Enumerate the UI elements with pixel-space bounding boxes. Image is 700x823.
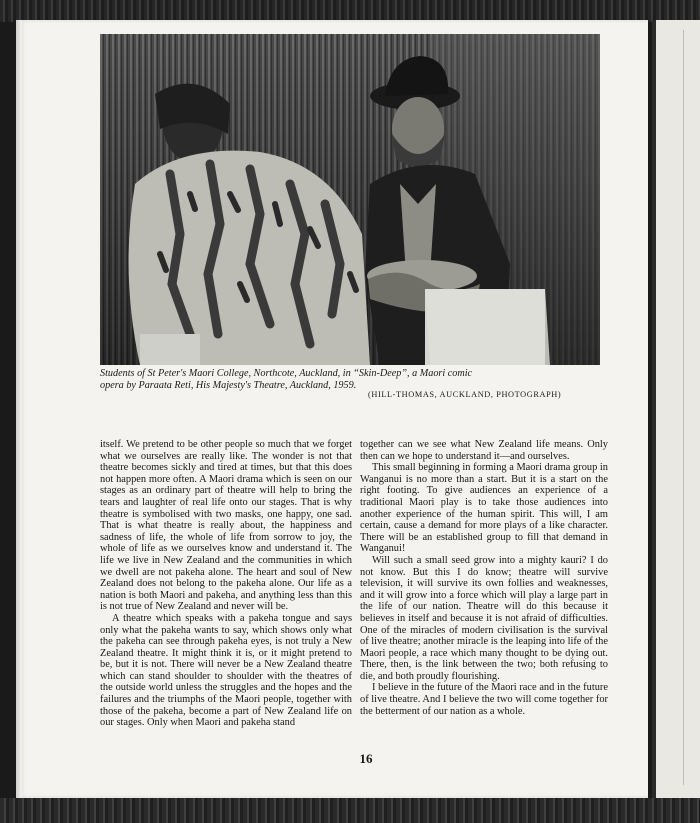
- scan-border-top: [0, 0, 700, 22]
- stage-photograph: [100, 34, 600, 365]
- paragraph: together can we see what New Zealand life means. Only then can we hope to understand it—and ourselves.: [360, 439, 608, 462]
- paragraph: I believe in the future of the Maori race and in the future of live theatre. And I believe the two will come together for the betterment of our nation as a whole.: [360, 682, 608, 717]
- scan-border-bottom: [0, 798, 700, 823]
- photograph-icon: [100, 34, 600, 365]
- page-content: [16, 20, 648, 798]
- text-column-right: [360, 439, 608, 717]
- photo-caption: [100, 368, 580, 392]
- paragraph: A theatre which speaks with a pakeha tongue and says only what the pakeha wants to say, which shows only what the pakeha can see through pakeha eyes, is not truly a New Zealand theatre. It might think it is, or it might pretend to be, but it is not. There will never be a New Zealand theatre which can stand shoulder to shoulder with the theatres of the outside world unless the struggles and the hopes and the failures and the triumphs of the Maori people, together with those of the pakeha, become a part of New Zealand life on our stages. Only when Maori and pakeha stand: [100, 612, 352, 729]
- page-number: 16: [359, 751, 373, 766]
- paragraph: This small beginning in forming a Maori drama group in Wanganui is no more than a start. But it is a start on the right footing. To give audiences an experience of a traditional Maori play is to take those audiences into another experience of the human spirit. This will, I am certain, cause a demand for more plays of a like character. There will be an established group to fill that demand in Wanganui!: [360, 462, 608, 555]
- paragraph: itself. We pretend to be other people so much that we forget what we ourselves are really like. The wonder is not that theatre becomes sickly and tired at times, but that this does not happen more often. A Maori drama which is seen on our stages as an ordinary part of theatre will help to bring the tears and laughter of real life onto our stages. That is why theatre is symbolised with two masks, one happy, one sad. That is what theatre is really about, the happiness and sadness of life, the whole of life from sorrow to joy, the whole of life as we ourselves know and understand it. The life we live in New Zealand and the communities in which we dwell are not pakeha alone. The heart and soul of New Zealand does not belong to the pakeha alone. Our life as a nation is both Maori and pakeha, and anything less than this is not true of New Zealand and never will be.: [100, 439, 352, 613]
- caption-line-1: Students of St Peter's Maori College, Northcote, Auckland, in “Skin-Deep”, a Maori comic: [100, 368, 473, 379]
- paragraph: Will such a small seed grow into a mighty kauri? I do not know. But this I do know; theatre will survive television, it will survive its own follies and weaknesses, and it will grow into a force which will play a large part in the life of our nation. Theatre will do this because it believes in itself and because it is not afraid of difficulties. One of the miracles of modern civilisation is the survival of live theatre; another miracle is the leaping into life of the Maori people, a race which many thought to be dying out. There, then, is the link between the two; both refusing to die, and both proudly flourishing.: [360, 554, 608, 682]
- text-column-left: [100, 439, 352, 729]
- adjacent-page-rule: [683, 30, 684, 785]
- caption-line-2: opera by Paraata Reti, His Majesty's Theatre, Auckland, 1959.: [100, 380, 357, 391]
- photo-credit: (HILL-THOMAS, AUCKLAND, PHOTOGRAPH): [368, 390, 562, 399]
- adjacent-page-edge: [652, 20, 700, 798]
